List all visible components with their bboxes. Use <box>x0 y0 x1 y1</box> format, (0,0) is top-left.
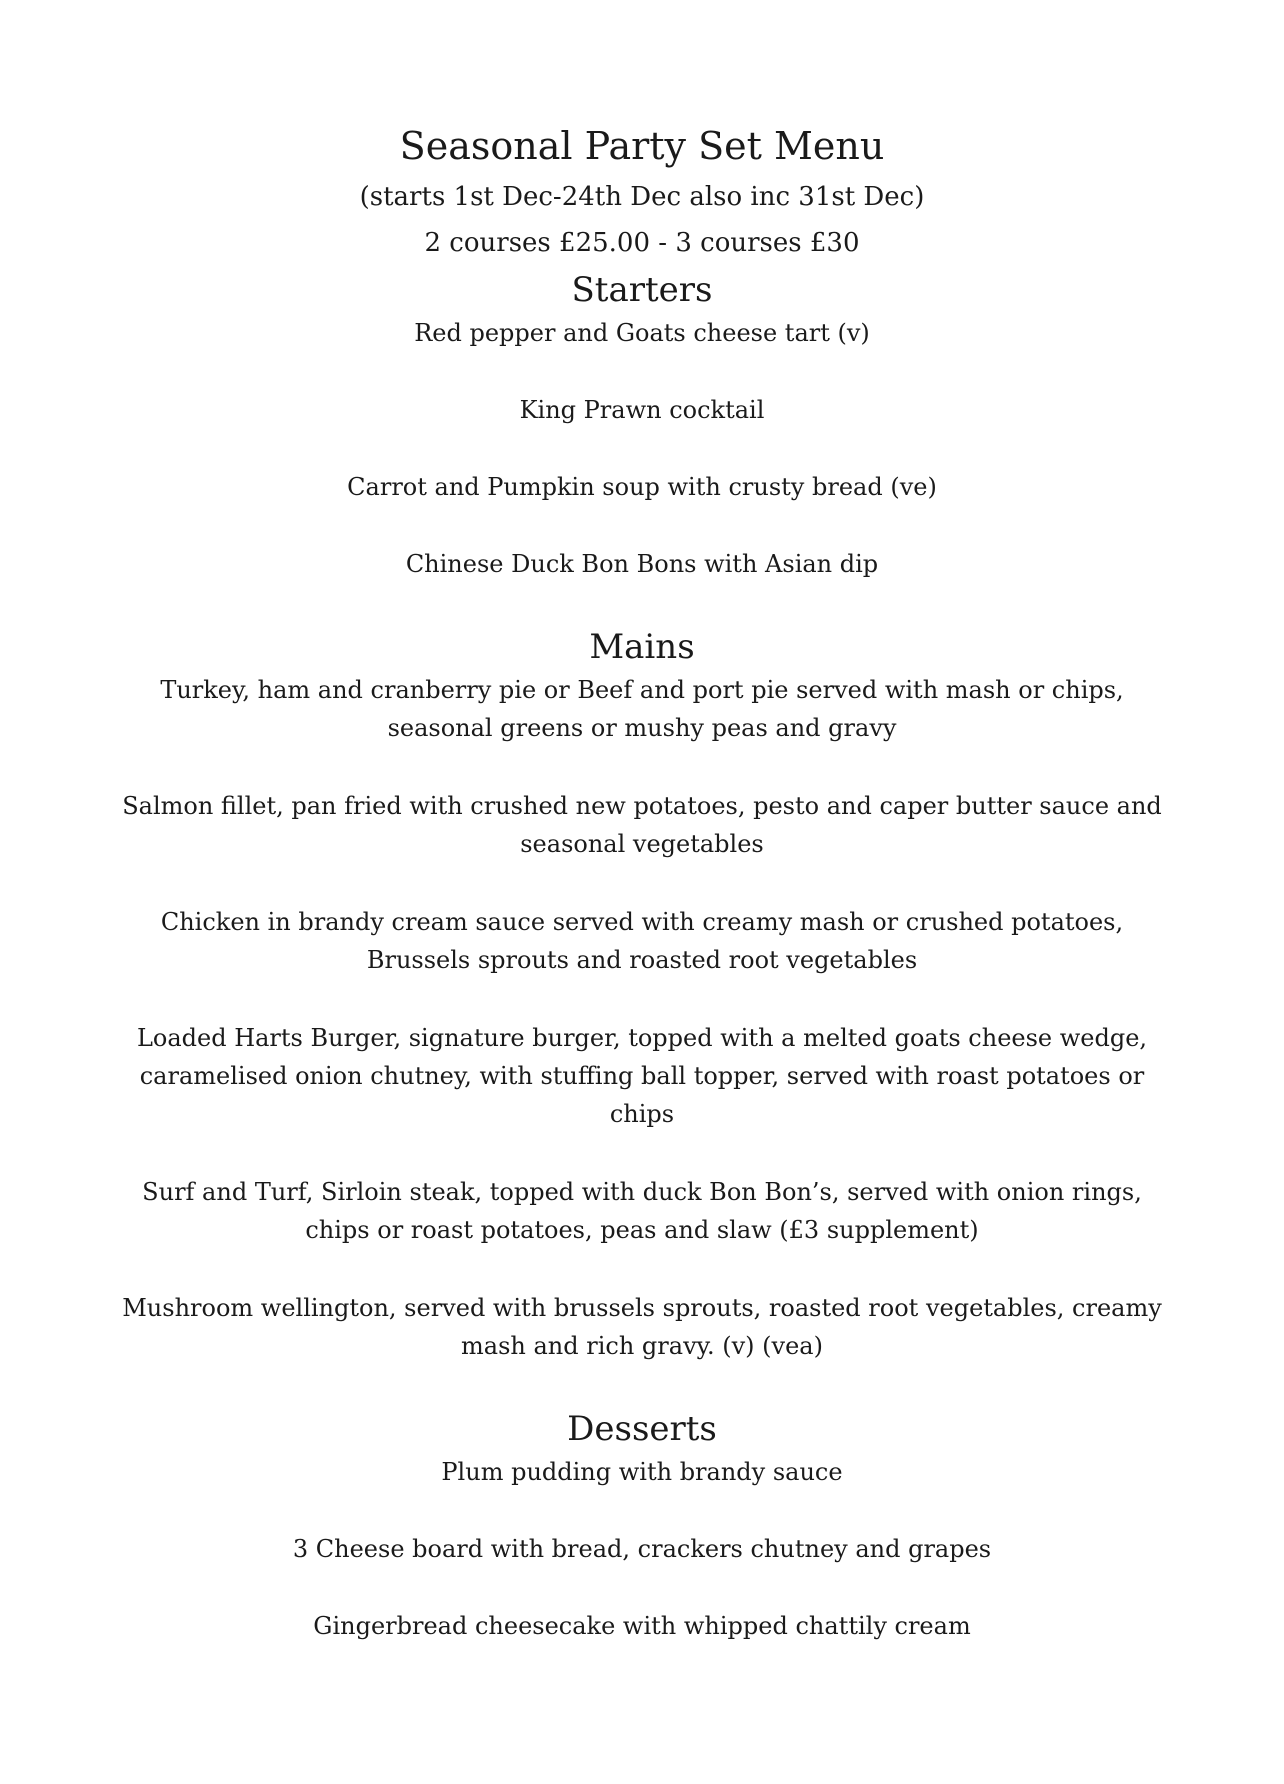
main-item: Salmon fillet, pan fried with crushed new potatoes, pesto and caper butter sauce and seasonal vegetables <box>122 792 1162 858</box>
main-item: Mushroom wellington, served with brussels sprouts, roasted root vegetables, creamy mash and rich gravy. (v) (vea) <box>122 1294 1162 1360</box>
starters-heading: Starters <box>571 270 713 310</box>
main-item: Surf and Turf, Sirloin steak, topped with duck Bon Bon’s, served with onion rings, chips or roast potatoes, peas and slaw (£3 supplement) <box>142 1178 1142 1244</box>
dessert-item: Gingerbread cheesecake with whipped chattily cream <box>313 1612 971 1640</box>
main-item: Turkey, ham and cranberry pie or Beef and port pie served with mash or chips, seasonal greens or mushy peas and gravy <box>160 676 1124 742</box>
menu-pricing: 2 courses £25.00 - 3 courses £30 <box>424 228 860 258</box>
starter-item: Chinese Duck Bon Bons with Asian dip <box>405 550 879 578</box>
desserts-heading: Desserts <box>567 1409 717 1449</box>
starter-item: Carrot and Pumpkin soup with crusty bread (ve) <box>347 473 937 501</box>
dessert-item: 3 Cheese board with bread, crackers chutney and grapes <box>292 1535 992 1563</box>
starter-item: King Prawn cocktail <box>519 396 765 424</box>
main-item: Chicken in brandy cream sauce served with creamy mash or crushed potatoes, Brussels sprouts and roasted root vegetables <box>160 908 1124 974</box>
menu-dates: (starts 1st Dec-24th Dec also inc 31st Dec) <box>359 182 925 212</box>
mains-heading: Mains <box>589 627 695 667</box>
dessert-item: Plum pudding with brandy sauce <box>441 1458 843 1486</box>
desserts-list <box>0 1453 1284 1645</box>
menu-title: Seasonal Party Set Menu <box>399 124 885 168</box>
starter-item: Red pepper and Goats cheese tart (v) <box>414 319 870 347</box>
main-item: Loaded Harts Burger, signature burger, topped with a melted goats cheese wedge, caramelised onion chutney, with stuffing ball topper, served with roast potatoes or chips <box>136 1024 1148 1128</box>
starters-list <box>0 314 1284 583</box>
mains-list <box>0 671 1284 1365</box>
